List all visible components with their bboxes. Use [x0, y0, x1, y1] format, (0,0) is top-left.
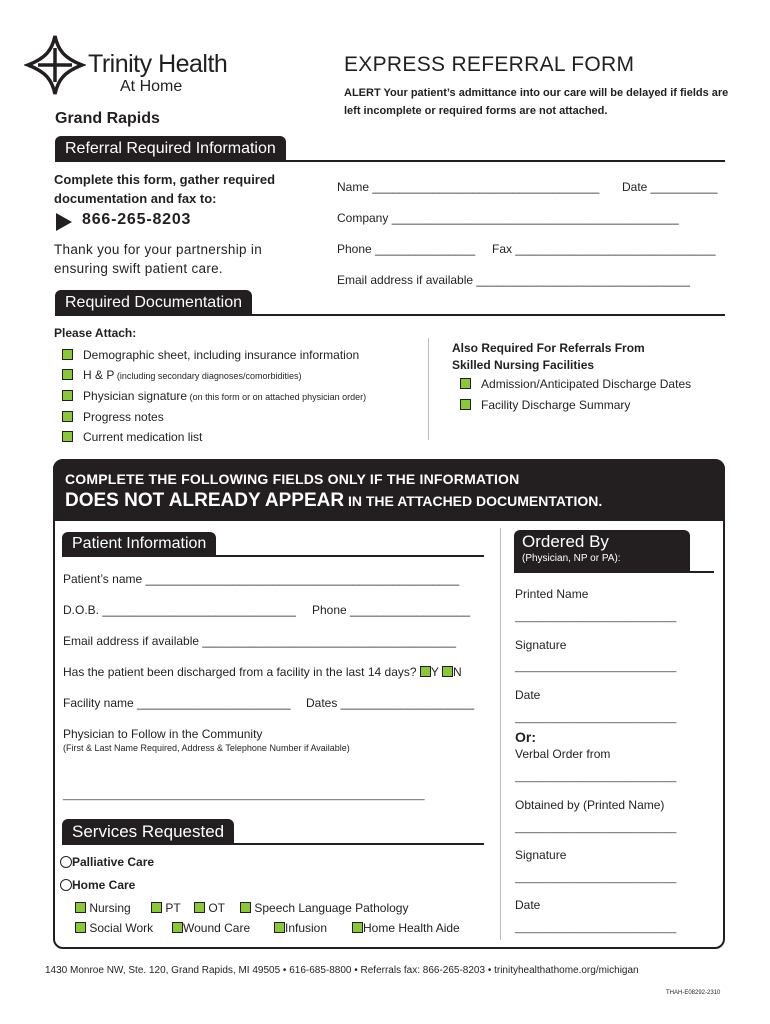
- palliative-label: Palliative Care: [72, 855, 155, 869]
- checkbox[interactable]: [460, 399, 471, 410]
- facility-dates-field[interactable]: Dates ____________________: [306, 696, 475, 710]
- doc-item-demographic[interactable]: [62, 348, 359, 362]
- checkbox[interactable]: [62, 369, 73, 380]
- doc-item-label: Progress notes: [83, 410, 164, 424]
- referrer-phone-field[interactable]: Phone _______________: [337, 242, 476, 256]
- physician-follow-label: Physician to Follow in the Community: [63, 727, 263, 741]
- referrer-fax-field[interactable]: Fax ______________________________: [492, 242, 716, 256]
- patient-section-tab: Patient Information: [62, 532, 216, 556]
- section-divider: [514, 571, 714, 573]
- doc-item-physician-signature[interactable]: [62, 389, 366, 403]
- no-label: N: [453, 665, 462, 679]
- trinity-cross-logo-icon: [24, 34, 86, 96]
- brand-name: Trinity Health: [88, 50, 228, 78]
- referral-instructions: Complete this form, gather required documentation and fax to:: [54, 172, 276, 206]
- ordered-by-tab: [514, 530, 690, 572]
- snf-heading: Also Required For Referrals From Skilled Nursing Facilities: [452, 341, 645, 372]
- form-code: THAH-E08292-2310: [666, 990, 721, 996]
- patient-name-field[interactable]: Patient’s name _______________________________________________: [63, 572, 460, 586]
- doc-item-note: (on this form or on attached physician order): [187, 392, 367, 402]
- service-infusion[interactable]: [274, 921, 327, 935]
- doc-item-label: H & P: [83, 368, 115, 382]
- date2-field[interactable]: _____________________________: [515, 923, 677, 934]
- doc-item-h-and-p[interactable]: [62, 368, 301, 382]
- yes-label: Y: [430, 665, 439, 679]
- banner-emphasis: DOES NOT ALREADY APPEAR: [65, 490, 345, 511]
- service-pt[interactable]: [151, 901, 181, 915]
- checkbox[interactable]: [75, 922, 86, 933]
- thanks-text: Thank you for your partnership in ensuring swift patient care.: [54, 242, 263, 276]
- banner-line-2: [65, 490, 602, 512]
- signature2-field[interactable]: _____________________________: [515, 873, 677, 884]
- service-home-health-aide[interactable]: [352, 921, 460, 935]
- checkbox[interactable]: [62, 390, 73, 401]
- date-label: Date: [515, 688, 541, 702]
- printed-name-label: Printed Name: [515, 587, 589, 601]
- checkbox[interactable]: [194, 902, 205, 913]
- snf-item-label: Facility Discharge Summary: [481, 398, 631, 412]
- patient-email-field[interactable]: Email address if available ______________________________________: [63, 634, 457, 648]
- or-label: Or:: [515, 729, 536, 745]
- footer-contact: 1430 Monroe NW, Ste. 120, Grand Rapids, MI 49505 • 616-685-8800 • Referrals fax: 866-265-8203 • trinityhealthathome.org/michigan: [45, 965, 639, 976]
- please-attach-label: Please Attach:: [54, 326, 137, 340]
- service-label: Wound Care: [183, 921, 251, 935]
- palliative-care-option[interactable]: [60, 855, 154, 869]
- arrow-right-icon: [54, 211, 74, 233]
- service-label: OT: [208, 901, 226, 915]
- home-care-radio[interactable]: [60, 879, 72, 891]
- service-label: Speech Language Pathology: [254, 901, 409, 915]
- column-divider: [428, 338, 429, 440]
- service-label: Social Work: [89, 921, 154, 935]
- banner-line-1: COMPLETE THE FOLLOWING FIELDS ONLY IF THE INFORMATION: [65, 471, 520, 487]
- printed-name-field[interactable]: _____________________________: [515, 612, 677, 623]
- signature-field[interactable]: _____________________________: [515, 662, 677, 673]
- discharge-no-checkbox[interactable]: [442, 666, 453, 677]
- referrer-email-field[interactable]: Email address if available ________________________________: [337, 273, 690, 287]
- service-social-work[interactable]: [75, 921, 153, 935]
- checkbox[interactable]: [62, 411, 73, 422]
- ordered-by-title: Ordered By: [522, 532, 609, 551]
- section-divider: [55, 160, 725, 162]
- service-label: Home Health Aide: [363, 921, 460, 935]
- doc-item-label: Physician signature: [83, 389, 188, 403]
- service-label: Infusion: [285, 921, 328, 935]
- checkbox[interactable]: [75, 902, 86, 913]
- date-field[interactable]: _____________________________: [515, 713, 677, 724]
- conditional-fields-banner: [53, 459, 725, 521]
- column-divider: [500, 528, 501, 940]
- alert-notice: [344, 84, 734, 120]
- documentation-section-tab: Required Documentation: [55, 290, 252, 316]
- discharge-question-text: Has the patient been discharged from a facility in the last 14 days?: [63, 665, 417, 679]
- doc-item-label: Current medication list: [83, 430, 203, 444]
- verbal-order-label: Verbal Order from: [515, 747, 611, 761]
- alert-text: Your patient’s admittance into our care will be delayed if fields are left incomplete or required forms are not attached.: [344, 87, 729, 117]
- snf-item-discharge-dates[interactable]: [460, 377, 691, 391]
- alert-label: ALERT: [344, 87, 381, 99]
- verbal-order-field[interactable]: _____________________________: [515, 772, 677, 783]
- discharge-question: [63, 665, 462, 679]
- service-nursing[interactable]: [75, 901, 131, 915]
- service-speech[interactable]: [240, 901, 408, 915]
- service-label: Nursing: [89, 901, 131, 915]
- service-wound-care[interactable]: [172, 921, 250, 935]
- facility-name-field[interactable]: Facility name _______________________: [63, 696, 291, 710]
- snf-item-label: Admission/Anticipated Discharge Dates: [481, 377, 692, 391]
- checkbox[interactable]: [274, 922, 285, 933]
- physician-follow-note: (First & Last Name Required, Address & Telephone Number if Available): [63, 743, 350, 753]
- checkbox[interactable]: [151, 902, 162, 913]
- doc-item-label: Demographic sheet, including insurance information: [83, 348, 360, 362]
- home-care-label: Home Care: [72, 878, 136, 892]
- snf-item-discharge-summary[interactable]: [460, 398, 630, 412]
- date2-label: Date: [515, 898, 541, 912]
- fax-number: 866-265-8203: [82, 211, 192, 228]
- service-ot[interactable]: [194, 901, 225, 915]
- checkbox[interactable]: [240, 902, 251, 913]
- checkbox[interactable]: [460, 378, 471, 389]
- services-section-tab: Services Requested: [62, 819, 234, 844]
- doc-item-note: (including secondary diagnoses/comorbidities): [114, 371, 302, 381]
- discharge-yes-checkbox[interactable]: [420, 666, 431, 677]
- banner-rest: IN THE ATTACHED DOCUMENTATION.: [344, 493, 603, 509]
- brand-subtitle: At Home: [120, 78, 183, 95]
- doc-item-medication-list[interactable]: [62, 430, 202, 444]
- signature-label: Signature: [515, 638, 567, 652]
- doc-item-progress-notes[interactable]: [62, 410, 164, 424]
- referral-date-field[interactable]: Date __________: [622, 180, 718, 194]
- physician-follow-field[interactable]: _________________________________________________________________: [63, 790, 425, 801]
- patient-phone-field[interactable]: Phone __________________: [312, 603, 471, 617]
- obtained-by-label: Obtained by (Printed Name): [515, 798, 665, 812]
- referrer-name-field[interactable]: Name __________________________________: [337, 180, 600, 194]
- service-label: PT: [165, 901, 181, 915]
- checkbox[interactable]: [172, 922, 183, 933]
- checkbox[interactable]: [352, 922, 363, 933]
- home-care-option[interactable]: [60, 878, 135, 892]
- region-label: Grand Rapids: [55, 110, 160, 127]
- form-title: EXPRESS REFERRAL FORM: [344, 53, 635, 76]
- section-divider: [55, 314, 725, 316]
- palliative-radio[interactable]: [60, 856, 72, 868]
- checkbox[interactable]: [62, 349, 73, 360]
- obtained-by-field[interactable]: _____________________________: [515, 823, 677, 834]
- referral-section-tab: Referral Required Information: [55, 136, 286, 162]
- signature2-label: Signature: [515, 848, 567, 862]
- section-divider: [62, 555, 484, 557]
- checkbox[interactable]: [62, 431, 73, 442]
- ordered-by-subtitle: (Physician, NP or PA):: [522, 553, 621, 564]
- patient-dob-field[interactable]: D.O.B. _____________________________: [63, 603, 296, 617]
- company-field[interactable]: Company ___________________________________________: [337, 211, 679, 225]
- section-divider: [62, 843, 484, 845]
